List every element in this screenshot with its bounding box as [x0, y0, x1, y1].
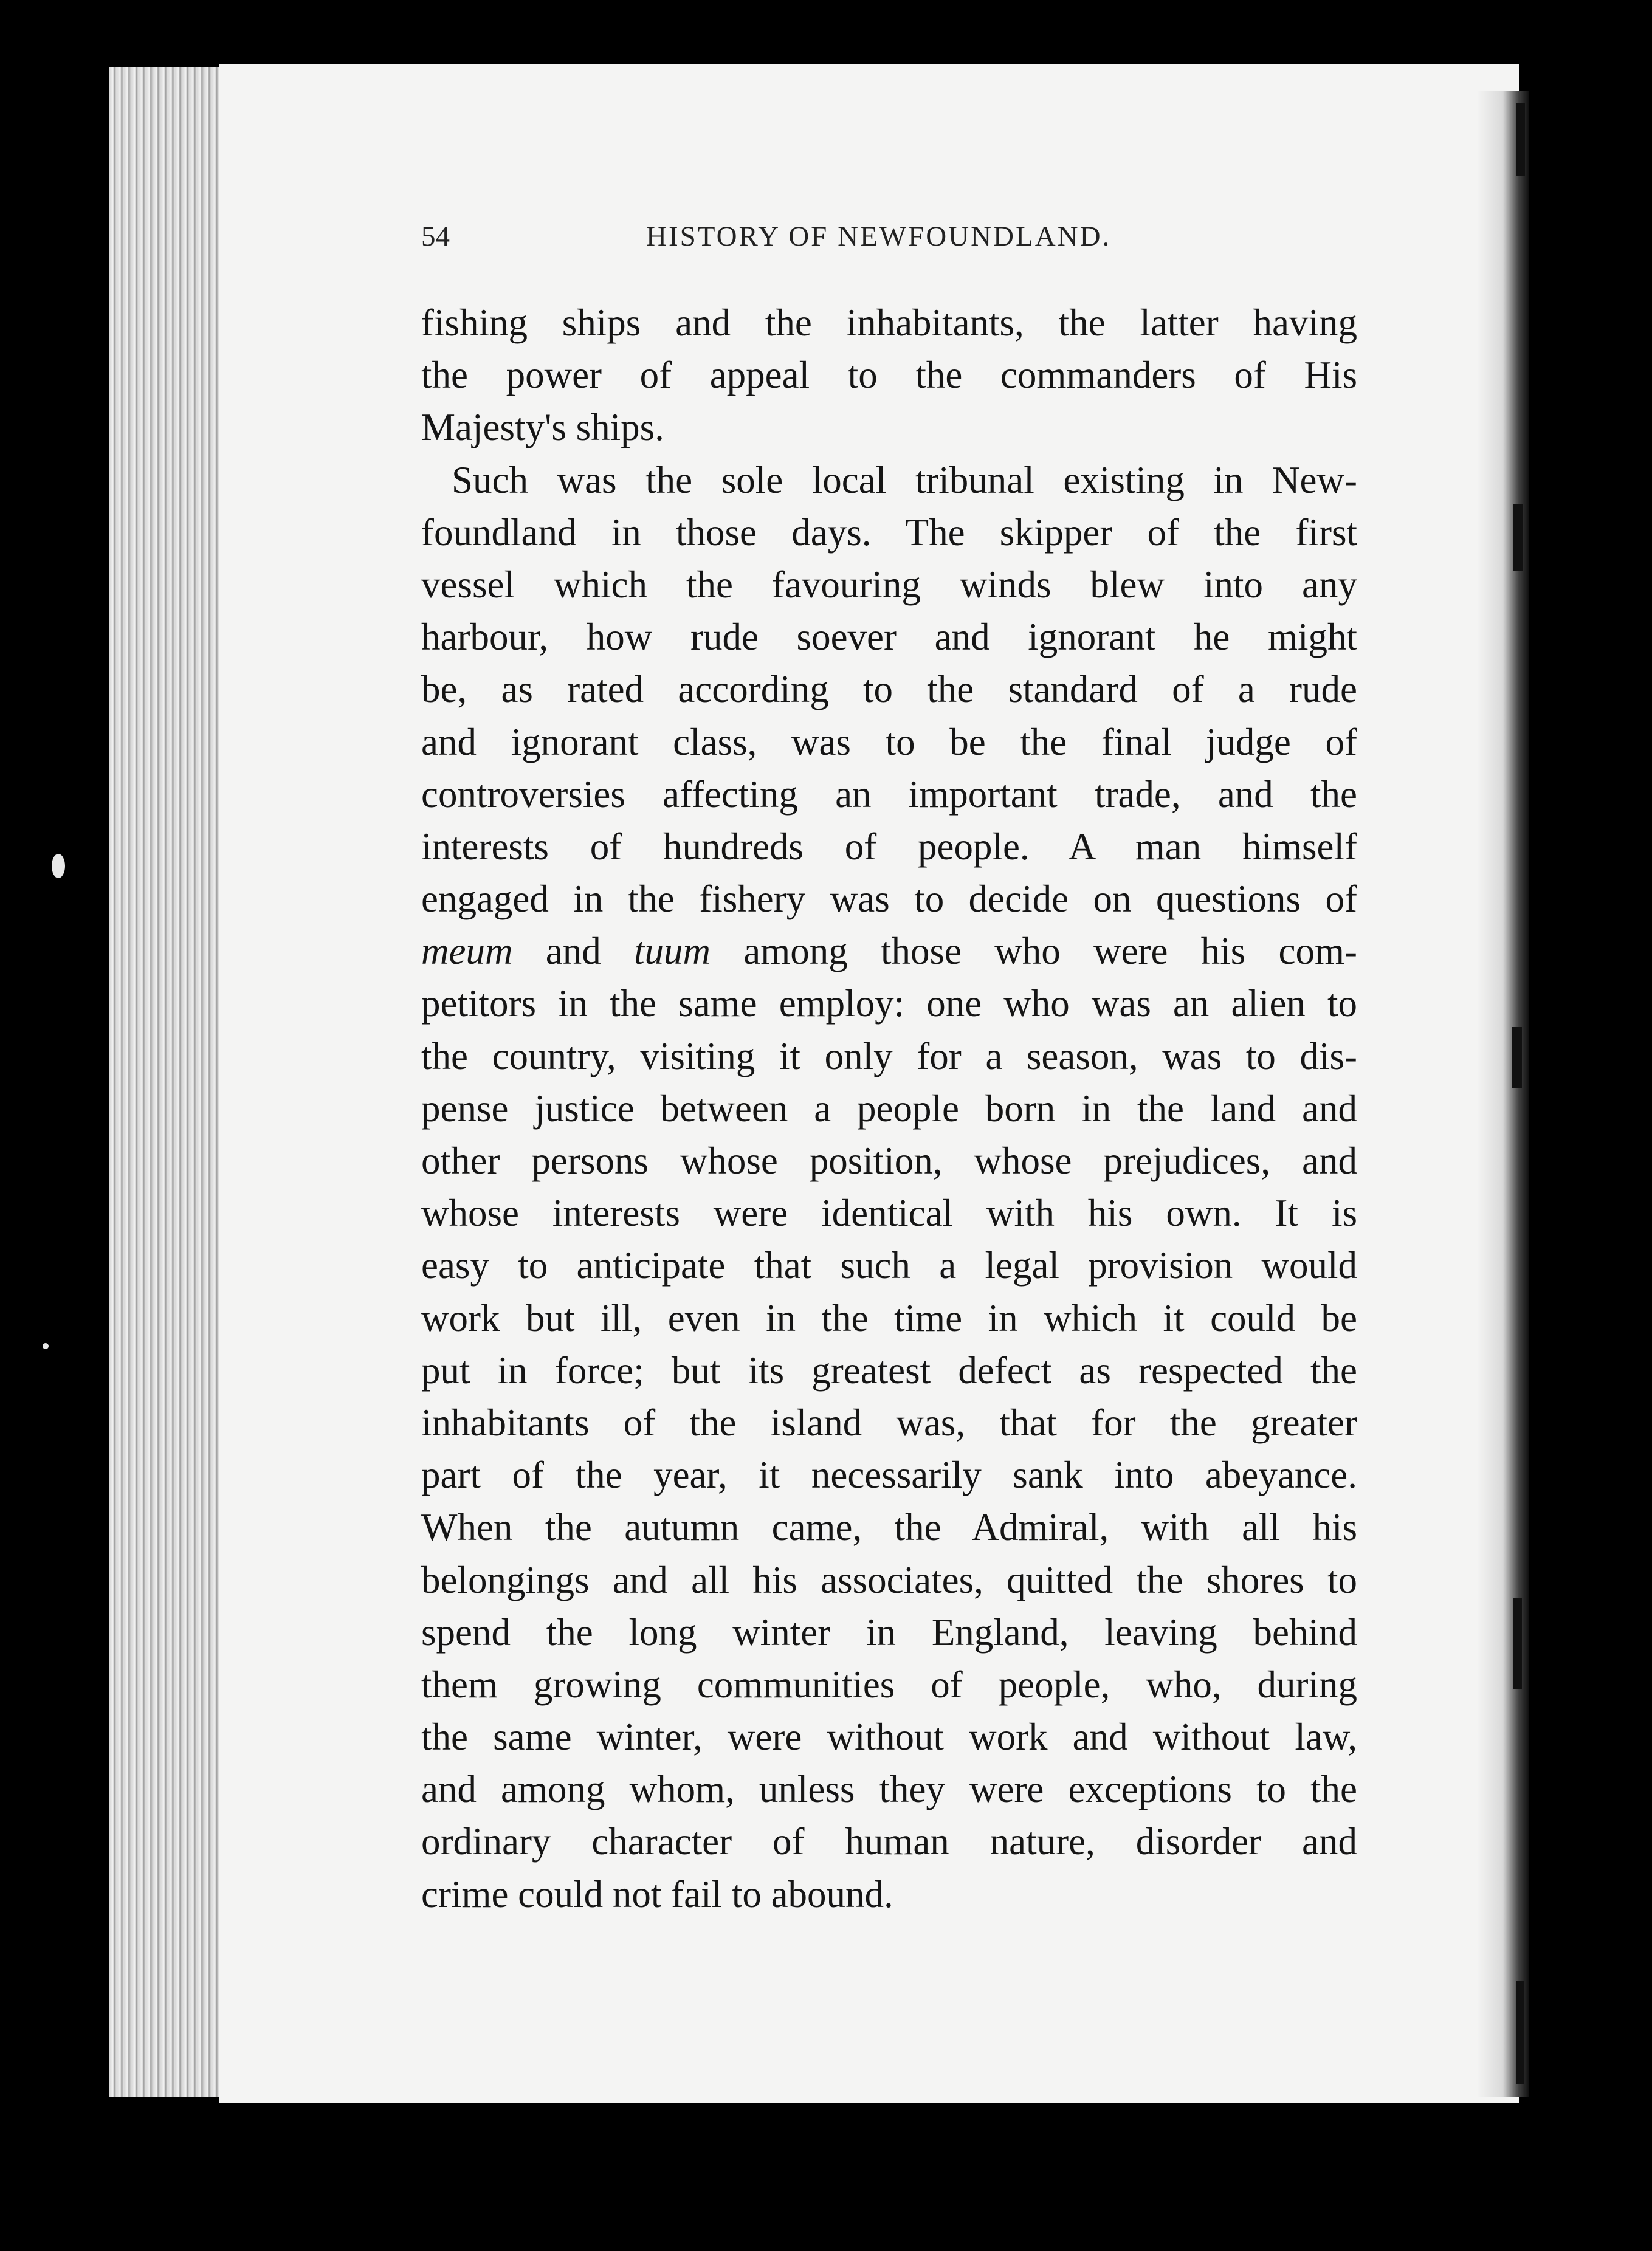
paragraph-2 — [421, 454, 1357, 1920]
text-line: fishing ships and the inhabitants, the latter having — [421, 301, 1357, 344]
text-line: pense justice between a people born in the land and — [421, 1087, 1357, 1130]
scan-artifact — [1513, 1598, 1522, 1689]
text-line: be, as rated according to the standard of a rude — [421, 668, 1357, 711]
text-line: the country, visiting it only for a season, was to dis- — [421, 1034, 1357, 1077]
text-line: Majesty's ships. — [421, 406, 664, 449]
text-line: petitors in the same employ: one who was an alien to — [421, 982, 1357, 1025]
page-number: 54 — [421, 221, 450, 252]
text-fragment: among those who were his com- — [711, 930, 1357, 973]
text-line: interests of hundreds of people. A man himself — [421, 825, 1357, 868]
book-page-edges — [109, 67, 231, 2097]
text-line: the same winter, were without work and without law, — [421, 1716, 1357, 1759]
text-fragment: and — [512, 930, 634, 973]
text-line: vessel which the favouring winds blew into any — [421, 563, 1357, 606]
scan-artifact — [1513, 504, 1523, 571]
text-line: Such was the sole local tribunal existing in New- — [452, 458, 1357, 501]
text-line: work but ill, even in the time in which it could be — [421, 1296, 1357, 1339]
text-line: belongings and all his associates, quitted the shores to — [421, 1558, 1357, 1601]
text-line: easy to anticipate that such a legal provision would — [421, 1244, 1357, 1287]
text-line: When the autumn came, the Admiral, with all his — [421, 1506, 1357, 1549]
text-line: crime could not fail to abound. — [421, 1872, 893, 1916]
text-line: engaged in the fishery was to decide on questions of — [421, 878, 1357, 921]
body-text — [421, 297, 1357, 1920]
text-line: part of the year, it necessarily sank into abeyance. — [421, 1454, 1357, 1497]
text-line: the power of appeal to the commanders of His — [421, 354, 1357, 397]
text-line: foundland in those days. The skipper of the first — [421, 510, 1357, 554]
paragraph-1 — [421, 297, 1357, 454]
scan-artifact — [1516, 1981, 1524, 2084]
italic-term: meum — [421, 930, 513, 973]
text-line: and among whom, unless they were exceptions to the — [421, 1768, 1357, 1811]
text-line: whose interests were identical with his own. It is — [421, 1192, 1357, 1235]
scan-artifact — [52, 854, 65, 878]
scan-artifact — [1516, 103, 1525, 176]
scan-artifact — [1512, 1027, 1522, 1088]
text-line-with-italics — [421, 925, 1357, 977]
running-head — [421, 220, 1154, 263]
text-line: inhabitants of the island was, that for the greater — [421, 1401, 1357, 1444]
text-line: ordinary character of human nature, disorder and — [421, 1820, 1357, 1863]
book-gutter-shadow — [1477, 91, 1529, 2097]
text-line: put in force; but its greatest defect as respected the — [421, 1349, 1357, 1392]
text-line: spend the long winter in England, leaving behind — [421, 1610, 1357, 1654]
text-line: and ignorant class, was to be the final judge of — [421, 720, 1357, 763]
running-title: HISTORY OF NEWFOUNDLAND. — [646, 221, 1112, 252]
text-line: harbour, how rude soever and ignorant he might — [421, 616, 1357, 659]
text-line: them growing communities of people, who, during — [421, 1663, 1357, 1706]
text-line: controversies affecting an important trade, and the — [421, 772, 1357, 816]
text-line: other persons whose position, whose prejudices, and — [421, 1139, 1357, 1182]
scan-artifact — [43, 1343, 49, 1349]
italic-term: tuum — [634, 930, 711, 973]
